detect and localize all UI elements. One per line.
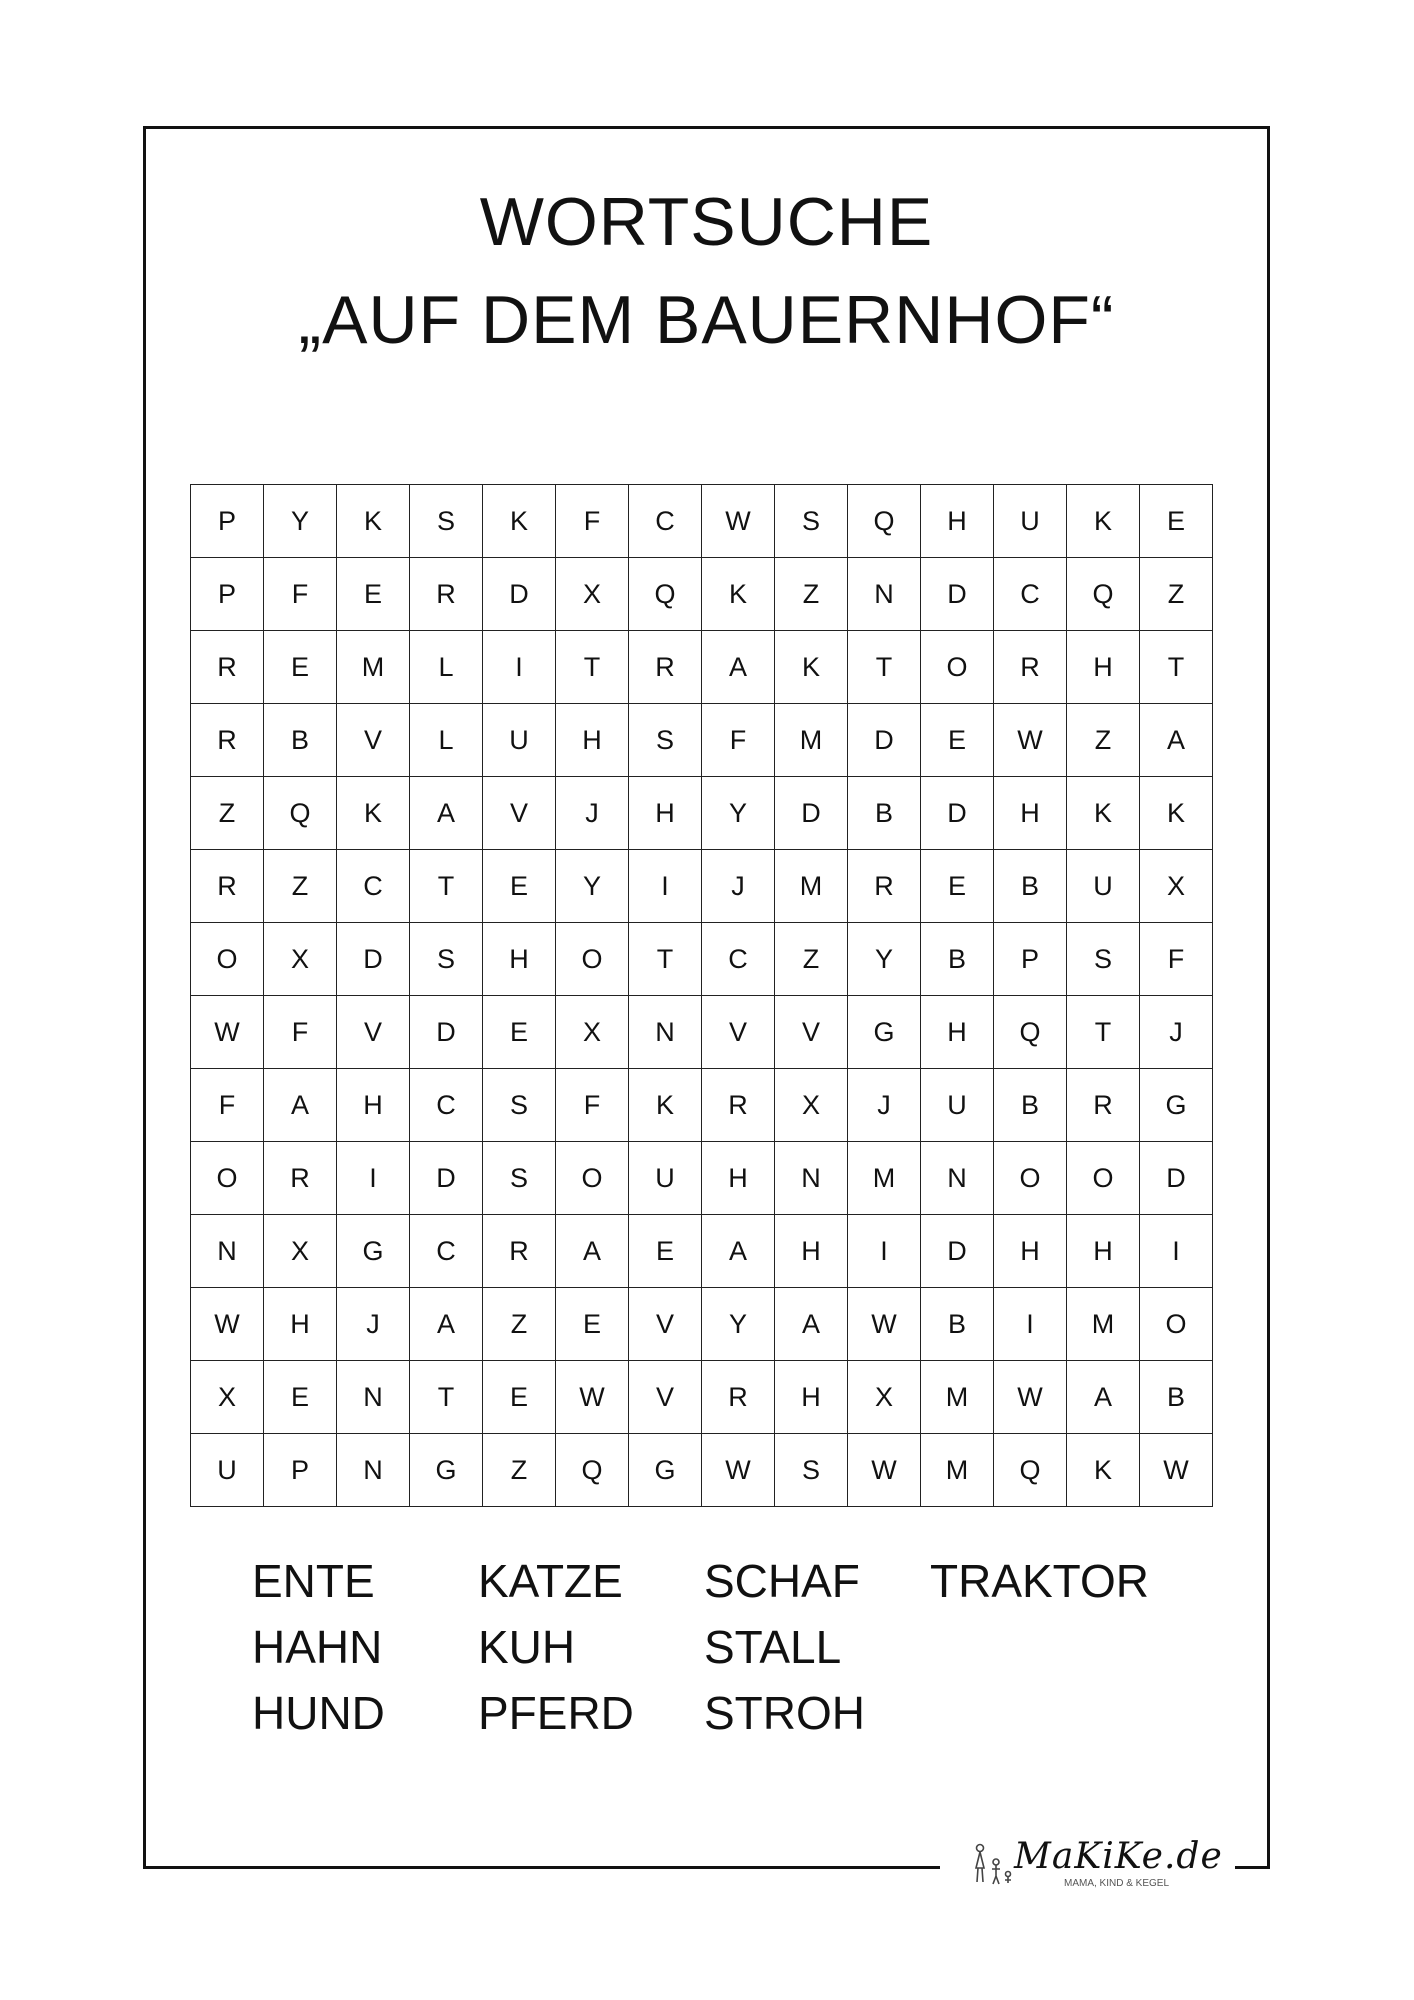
- grid-cell: Z: [775, 558, 848, 631]
- grid-cell: J: [702, 850, 775, 923]
- grid-cell: X: [556, 558, 629, 631]
- grid-cell: B: [1140, 1361, 1213, 1434]
- grid-cell: N: [921, 1142, 994, 1215]
- grid-cell: P: [191, 558, 264, 631]
- grid-cell: E: [337, 558, 410, 631]
- grid-cell: E: [1140, 485, 1213, 558]
- grid-cell: Z: [775, 923, 848, 996]
- grid-cell: X: [848, 1361, 921, 1434]
- grid-cell: W: [556, 1361, 629, 1434]
- grid-row: [191, 1434, 1213, 1507]
- grid-cell: C: [410, 1069, 483, 1142]
- grid-cell: S: [775, 485, 848, 558]
- grid-cell: K: [1067, 777, 1140, 850]
- grid-cell: S: [1067, 923, 1140, 996]
- grid-cell: K: [775, 631, 848, 704]
- grid-cell: C: [410, 1215, 483, 1288]
- word-list-item: HAHN: [252, 1621, 383, 1673]
- word-list-item: PFERD: [478, 1687, 634, 1739]
- grid-cell: F: [556, 485, 629, 558]
- grid-cell: K: [1067, 485, 1140, 558]
- grid-cell: V: [775, 996, 848, 1069]
- grid-cell: Q: [994, 996, 1067, 1069]
- grid-cell: P: [994, 923, 1067, 996]
- grid-cell: D: [848, 704, 921, 777]
- grid-cell: R: [191, 631, 264, 704]
- grid-cell: K: [1067, 1434, 1140, 1507]
- grid-cell: D: [337, 923, 410, 996]
- grid-cell: W: [191, 1288, 264, 1361]
- word-list-item: STROH: [704, 1687, 865, 1739]
- grid-cell: N: [337, 1434, 410, 1507]
- grid-cell: F: [264, 996, 337, 1069]
- grid-cell: H: [921, 485, 994, 558]
- grid-cell: H: [1067, 1215, 1140, 1288]
- grid-cell: E: [921, 704, 994, 777]
- grid-cell: Z: [1067, 704, 1140, 777]
- grid-cell: Q: [848, 485, 921, 558]
- grid-cell: W: [994, 704, 1067, 777]
- grid-cell: S: [410, 485, 483, 558]
- grid-cell: R: [191, 850, 264, 923]
- grid-cell: M: [921, 1434, 994, 1507]
- grid-cell: R: [191, 704, 264, 777]
- grid-cell: J: [556, 777, 629, 850]
- grid-row: [191, 485, 1213, 558]
- grid-cell: Q: [264, 777, 337, 850]
- logo-subtitle: MAMA, KIND & KEGEL: [1064, 1878, 1170, 1889]
- grid-cell: X: [191, 1361, 264, 1434]
- grid-cell: H: [775, 1361, 848, 1434]
- grid-row: [191, 1361, 1213, 1434]
- grid-cell: T: [410, 1361, 483, 1434]
- grid-cell: V: [337, 704, 410, 777]
- grid-cell: I: [483, 631, 556, 704]
- grid-cell: R: [702, 1069, 775, 1142]
- grid-cell: X: [264, 1215, 337, 1288]
- grid-cell: A: [556, 1215, 629, 1288]
- grid-cell: I: [848, 1215, 921, 1288]
- grid-row: [191, 777, 1213, 850]
- grid-cell: U: [629, 1142, 702, 1215]
- grid-cell: H: [702, 1142, 775, 1215]
- grid-cell: Z: [1140, 558, 1213, 631]
- word-list-item: STALL: [704, 1621, 842, 1673]
- grid-cell: L: [410, 631, 483, 704]
- grid-cell: C: [994, 558, 1067, 631]
- grid-cell: Y: [848, 923, 921, 996]
- word-list-item: SCHAF: [704, 1555, 860, 1607]
- grid-cell: N: [191, 1215, 264, 1288]
- family-figures-icon: [968, 1842, 1018, 1892]
- grid-cell: H: [264, 1288, 337, 1361]
- grid-cell: S: [483, 1069, 556, 1142]
- grid-cell: T: [629, 923, 702, 996]
- grid-cell: G: [848, 996, 921, 1069]
- grid-cell: E: [556, 1288, 629, 1361]
- grid-cell: Q: [1067, 558, 1140, 631]
- grid-cell: G: [629, 1434, 702, 1507]
- grid-cell: E: [483, 850, 556, 923]
- grid-cell: H: [337, 1069, 410, 1142]
- grid-row: [191, 996, 1213, 1069]
- grid-cell: H: [629, 777, 702, 850]
- word-list: [252, 1548, 1170, 1746]
- grid-cell: A: [410, 1288, 483, 1361]
- word-list-item: HUND: [252, 1687, 385, 1739]
- grid-cell: O: [191, 923, 264, 996]
- grid-cell: E: [483, 1361, 556, 1434]
- logo: [968, 1836, 1223, 1896]
- grid-cell: C: [702, 923, 775, 996]
- grid-cell: Y: [556, 850, 629, 923]
- grid-cell: K: [337, 777, 410, 850]
- grid-cell: O: [556, 923, 629, 996]
- grid-row: [191, 704, 1213, 777]
- grid-cell: F: [556, 1069, 629, 1142]
- grid-cell: Y: [702, 777, 775, 850]
- grid-cell: R: [1067, 1069, 1140, 1142]
- word-search-grid: [190, 484, 1213, 1507]
- grid-cell: D: [921, 777, 994, 850]
- grid-cell: D: [1140, 1142, 1213, 1215]
- grid-cell: R: [848, 850, 921, 923]
- grid-cell: M: [337, 631, 410, 704]
- grid-cell: T: [1067, 996, 1140, 1069]
- word-list-item: ENTE: [252, 1555, 375, 1607]
- grid-cell: H: [556, 704, 629, 777]
- grid-cell: A: [410, 777, 483, 850]
- grid-cell: F: [264, 558, 337, 631]
- grid-cell: X: [264, 923, 337, 996]
- grid-cell: O: [191, 1142, 264, 1215]
- grid-cell: Q: [556, 1434, 629, 1507]
- grid-cell: O: [1067, 1142, 1140, 1215]
- grid-cell: N: [337, 1361, 410, 1434]
- grid-row: [191, 558, 1213, 631]
- grid-cell: A: [702, 1215, 775, 1288]
- grid-row: [191, 1069, 1213, 1142]
- grid-cell: D: [921, 558, 994, 631]
- grid-cell: W: [994, 1361, 1067, 1434]
- grid-cell: V: [629, 1288, 702, 1361]
- word-list-item: TRAKTOR: [930, 1555, 1149, 1607]
- grid-cell: E: [921, 850, 994, 923]
- grid-cell: H: [994, 777, 1067, 850]
- grid-cell: E: [264, 1361, 337, 1434]
- grid-row: [191, 631, 1213, 704]
- grid-cell: G: [1140, 1069, 1213, 1142]
- grid-cell: M: [775, 850, 848, 923]
- grid-cell: N: [848, 558, 921, 631]
- grid-cell: O: [1140, 1288, 1213, 1361]
- grid-cell: H: [1067, 631, 1140, 704]
- grid-cell: K: [337, 485, 410, 558]
- grid-cell: B: [994, 1069, 1067, 1142]
- grid-cell: I: [994, 1288, 1067, 1361]
- grid-cell: P: [191, 485, 264, 558]
- grid-cell: A: [264, 1069, 337, 1142]
- grid-cell: A: [1140, 704, 1213, 777]
- grid-cell: M: [848, 1142, 921, 1215]
- grid-cell: V: [702, 996, 775, 1069]
- grid-cell: H: [483, 923, 556, 996]
- grid-cell: W: [702, 1434, 775, 1507]
- grid-cell: U: [1067, 850, 1140, 923]
- grid-cell: M: [921, 1361, 994, 1434]
- grid-cell: Z: [483, 1434, 556, 1507]
- grid-cell: T: [410, 850, 483, 923]
- grid-cell: H: [921, 996, 994, 1069]
- grid-cell: L: [410, 704, 483, 777]
- grid-cell: F: [702, 704, 775, 777]
- grid-cell: M: [1067, 1288, 1140, 1361]
- grid-cell: F: [191, 1069, 264, 1142]
- grid-cell: R: [410, 558, 483, 631]
- grid-cell: D: [483, 558, 556, 631]
- grid-cell: C: [337, 850, 410, 923]
- grid-cell: T: [848, 631, 921, 704]
- grid-cell: X: [1140, 850, 1213, 923]
- grid-cell: O: [994, 1142, 1067, 1215]
- grid-cell: Z: [483, 1288, 556, 1361]
- grid-cell: D: [921, 1215, 994, 1288]
- grid-cell: W: [191, 996, 264, 1069]
- word-list-item: KUH: [478, 1621, 576, 1673]
- grid-cell: H: [994, 1215, 1067, 1288]
- grid-cell: R: [702, 1361, 775, 1434]
- grid-cell: X: [775, 1069, 848, 1142]
- grid-cell: R: [629, 631, 702, 704]
- grid-cell: S: [629, 704, 702, 777]
- grid-cell: B: [264, 704, 337, 777]
- grid-row: [191, 923, 1213, 996]
- grid-cell: E: [264, 631, 337, 704]
- grid-cell: U: [191, 1434, 264, 1507]
- grid-cell: N: [775, 1142, 848, 1215]
- grid-cell: D: [410, 996, 483, 1069]
- logo-text: MaKiKe.de: [1014, 1836, 1223, 1877]
- grid-cell: S: [775, 1434, 848, 1507]
- grid-cell: Z: [191, 777, 264, 850]
- grid-cell: W: [848, 1288, 921, 1361]
- grid-cell: T: [1140, 631, 1213, 704]
- grid-cell: G: [337, 1215, 410, 1288]
- grid-cell: T: [556, 631, 629, 704]
- grid-cell: D: [410, 1142, 483, 1215]
- grid-cell: D: [775, 777, 848, 850]
- grid-cell: Y: [702, 1288, 775, 1361]
- grid-cell: K: [702, 558, 775, 631]
- grid-cell: F: [1140, 923, 1213, 996]
- grid-row: [191, 1142, 1213, 1215]
- grid-cell: O: [556, 1142, 629, 1215]
- grid-cell: P: [264, 1434, 337, 1507]
- grid-cell: B: [921, 923, 994, 996]
- grid-cell: J: [337, 1288, 410, 1361]
- grid-cell: V: [337, 996, 410, 1069]
- grid-cell: N: [629, 996, 702, 1069]
- grid-cell: E: [483, 996, 556, 1069]
- grid-cell: Q: [994, 1434, 1067, 1507]
- grid-cell: R: [264, 1142, 337, 1215]
- word-list-item: KATZE: [478, 1555, 623, 1607]
- title-line-1: WORTSUCHE: [479, 184, 934, 260]
- title-line-2: „AUF DEM BAUERNHOF“: [298, 282, 1115, 358]
- grid-cell: U: [994, 485, 1067, 558]
- grid-cell: X: [556, 996, 629, 1069]
- grid-cell: A: [702, 631, 775, 704]
- grid-cell: A: [775, 1288, 848, 1361]
- grid-cell: R: [483, 1215, 556, 1288]
- grid-cell: R: [994, 631, 1067, 704]
- grid-cell: I: [629, 850, 702, 923]
- grid-cell: B: [848, 777, 921, 850]
- grid-row: [191, 1215, 1213, 1288]
- grid-cell: V: [483, 777, 556, 850]
- grid-cell: Z: [264, 850, 337, 923]
- grid-cell: V: [629, 1361, 702, 1434]
- grid-cell: Q: [629, 558, 702, 631]
- grid-cell: J: [1140, 996, 1213, 1069]
- grid-cell: K: [483, 485, 556, 558]
- grid-cell: O: [921, 631, 994, 704]
- grid-cell: M: [775, 704, 848, 777]
- grid-cell: K: [1140, 777, 1213, 850]
- grid-cell: S: [483, 1142, 556, 1215]
- grid-row: [191, 850, 1213, 923]
- grid-cell: B: [921, 1288, 994, 1361]
- grid-row: [191, 1288, 1213, 1361]
- grid-cell: U: [921, 1069, 994, 1142]
- grid-cell: W: [702, 485, 775, 558]
- grid-cell: C: [629, 485, 702, 558]
- grid-cell: U: [483, 704, 556, 777]
- grid-cell: H: [775, 1215, 848, 1288]
- grid-cell: W: [1140, 1434, 1213, 1507]
- grid-cell: K: [629, 1069, 702, 1142]
- grid-cell: I: [1140, 1215, 1213, 1288]
- grid-cell: E: [629, 1215, 702, 1288]
- grid-cell: S: [410, 923, 483, 996]
- grid-cell: I: [337, 1142, 410, 1215]
- grid-cell: J: [848, 1069, 921, 1142]
- grid-cell: A: [1067, 1361, 1140, 1434]
- grid-cell: Y: [264, 485, 337, 558]
- grid-cell: B: [994, 850, 1067, 923]
- grid-cell: G: [410, 1434, 483, 1507]
- grid-cell: W: [848, 1434, 921, 1507]
